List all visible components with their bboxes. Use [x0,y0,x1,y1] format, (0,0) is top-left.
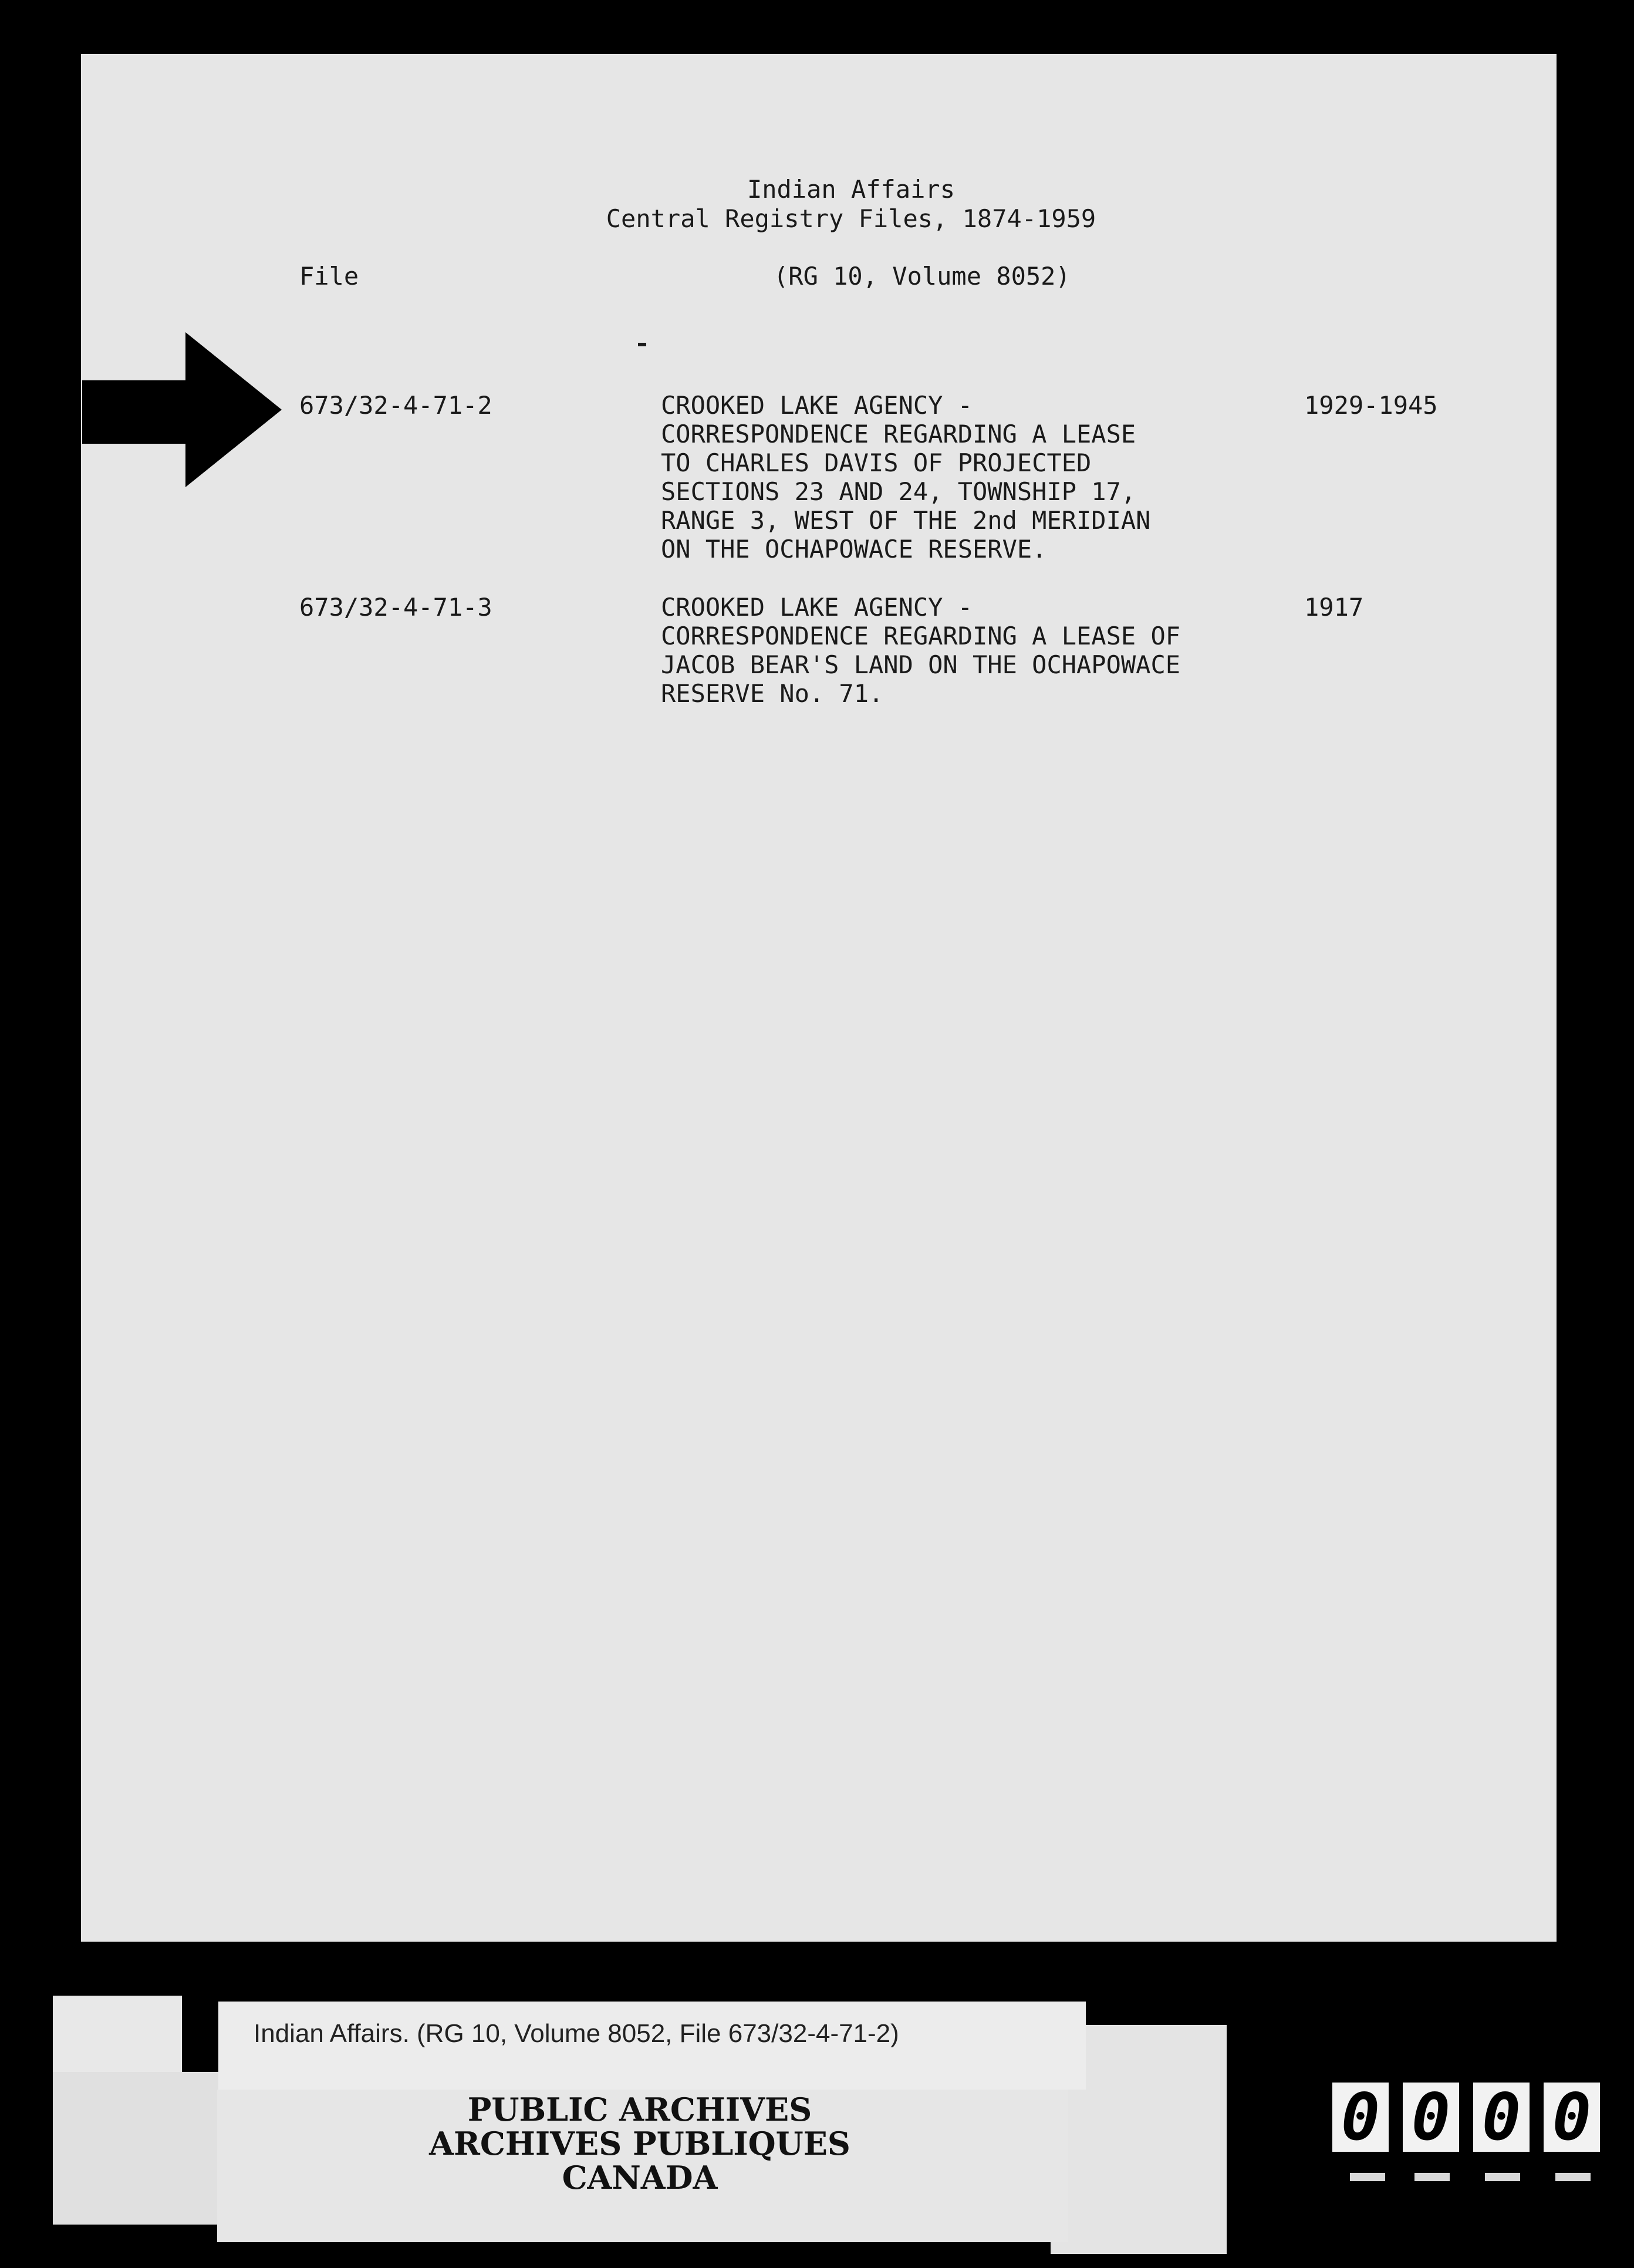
description-line: CORRESPONDENCE REGARDING A LEASE OF [661,622,1181,650]
description-line: CROOKED LAKE AGENCY - [661,593,973,622]
description-line: CORRESPONDENCE REGARDING A LEASE [661,420,1136,448]
archives-stamp-line1: PUBLIC ARCHIVES [467,2091,812,2128]
counter-mark [1414,2173,1450,2181]
counter-mark [1350,2173,1385,2181]
archives-stamp-line2: ARCHIVES PUBLIQUES [429,2125,850,2162]
arrow-right-icon [82,332,282,487]
description-line: SECTIONS 23 AND 24, TOWNSHIP 17, [661,477,1136,506]
stray-mark [638,343,646,346]
counter-mark [1485,2173,1520,2181]
entry-dates: 1917 [1304,593,1364,622]
description-line: CROOKED LAKE AGENCY - [661,391,973,420]
description-line: RANGE 3, WEST OF THE 2nd MERIDIAN [661,506,1151,535]
reference-label: Indian Affairs. (RG 10, Volume 8052, File 673/32-4-71-2) [254,2019,899,2048]
description-line: TO CHARLES DAVIS OF PROJECTED [661,448,1092,477]
file-column-label: File [299,262,359,291]
counter-mark [1555,2173,1591,2181]
description-line: JACOB BEAR'S LAND ON THE OCHAPOWACE [661,650,1181,679]
document-page [81,54,1557,1942]
counter-digit: 0 [1544,2083,1600,2152]
entry-file-number: 673/32-4-71-2 [299,391,492,420]
header-title: Indian Affairs [747,175,955,204]
footer-card-left [53,1996,182,2072]
description-line: RESERVE No. 71. [661,679,884,708]
counter-digit: 0 [1403,2083,1459,2152]
archives-stamp-line3: CANADA [562,2159,718,2196]
volume-label: (RG 10, Volume 8052) [774,262,1071,291]
description-line: ON THE OCHAPOWACE RESERVE. [661,535,1047,563]
counter-digit: 0 [1473,2083,1530,2152]
entry-dates: 1929-1945 [1304,391,1438,420]
counter-digit: 0 [1332,2083,1389,2152]
entry-file-number: 673/32-4-71-3 [299,593,492,622]
header-subtitle: Central Registry Files, 1874-1959 [606,204,1096,233]
